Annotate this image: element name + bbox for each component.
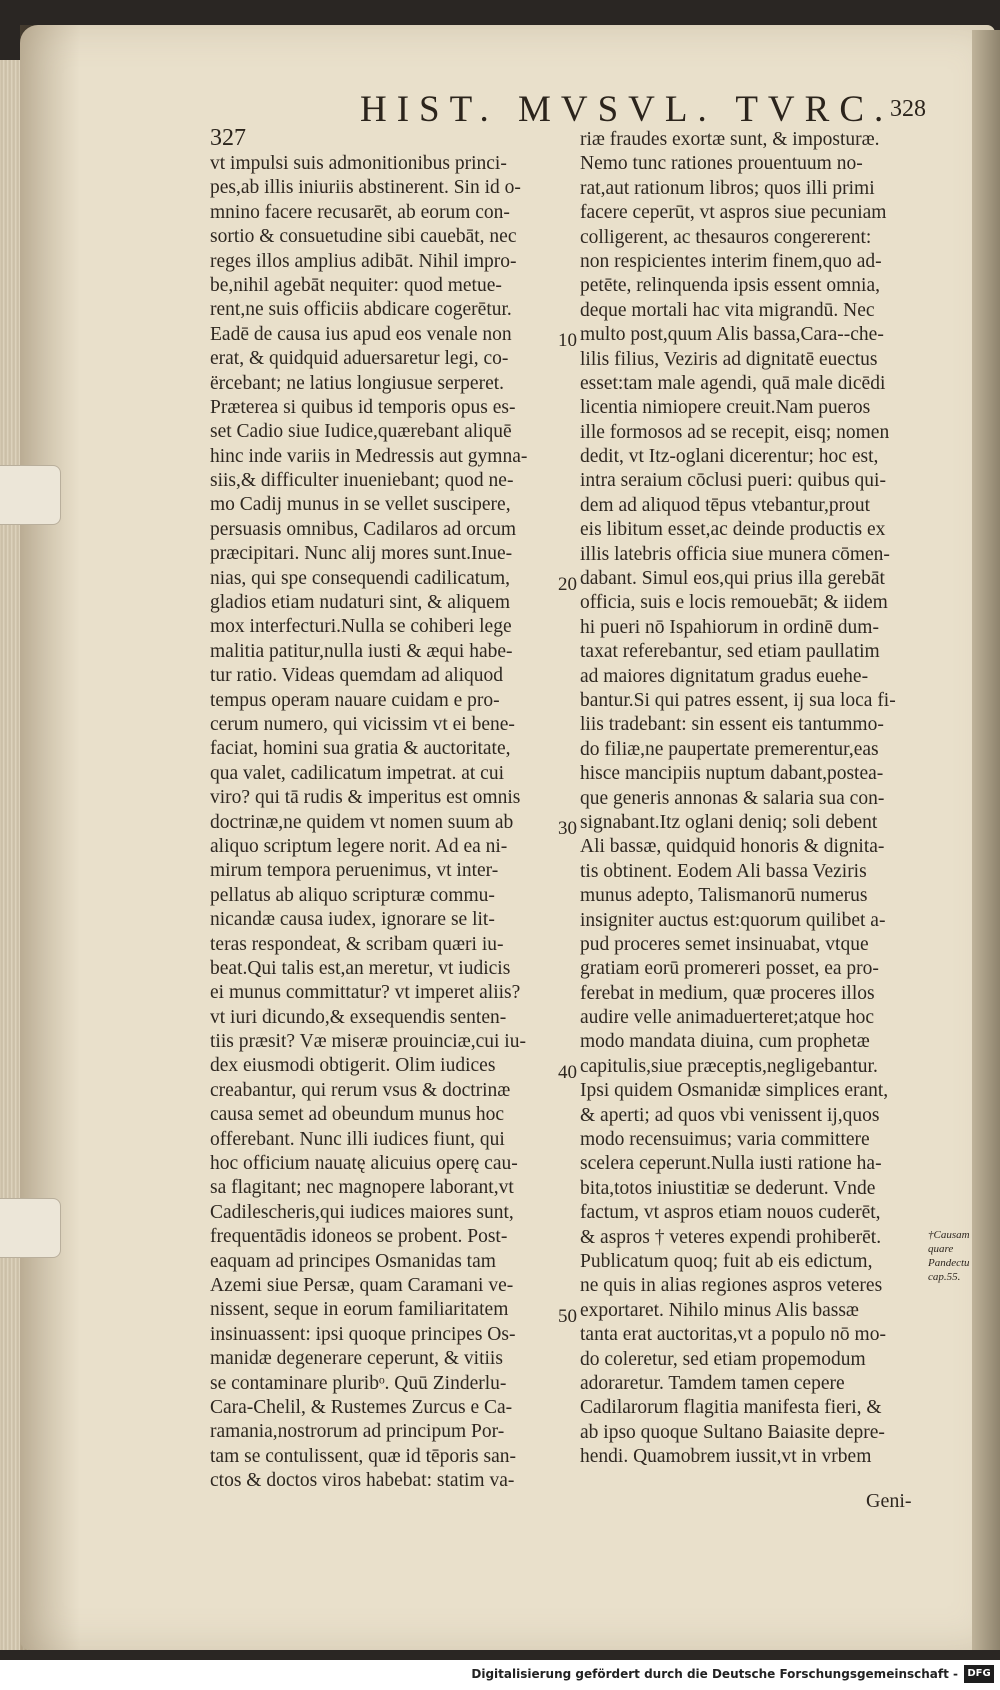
text-line: licentia nimiopere creuit.Nam pueros [580, 397, 871, 419]
text-line: hendi. Quamobrem iussit,vt in vrbem [580, 1446, 872, 1468]
text-line: ferebat in medium, quæ proceres illos [580, 982, 875, 1004]
text-line: nicandæ causa iudex, ignorare se lit- [210, 909, 495, 931]
text-line: ramania,nostrorum ad principum Por- [210, 1421, 505, 1443]
text-line: ctos & doctos viros habebat: statim va- [210, 1470, 515, 1492]
text-line: aliquo scriptum legere norit. Ad ea ni- [210, 835, 508, 857]
text-line: riæ fraudes exortæ sunt, & imposturæ. [580, 129, 880, 150]
text-line: hisce mancipiis nuptum dabant,postea- [580, 763, 884, 785]
footer-credit: Digitalisierung gefördert durch die Deutsche Forschungsgemeinschaft - [471, 1667, 958, 1681]
text-line: pud proceres semet insinuabat, vtque [580, 933, 869, 955]
text-line: sortio & consuetudine sibi cauebāt, nec [210, 226, 517, 248]
text-line: & aspros † veteres expendi prohiberēt. [580, 1226, 882, 1248]
text-line: hi pueri nō Ispahiorum in ordinē dum- [580, 616, 879, 638]
text-line: officia, suis e locis remouebāt; & iidem [580, 592, 888, 614]
text-line: ei munus committatur? vt imperet aliis? [210, 982, 521, 1004]
running-title: HIST. MVSVL. TVRC. [360, 89, 894, 130]
text-line: colligerent, ac thesauros congererent: [580, 226, 872, 248]
text-line: vt iuri dicundo,& exsequendis senten- [210, 1006, 507, 1028]
text-line: Azemi siue Persæ, quam Caramani ve- [210, 1274, 514, 1296]
text-line: mo Cadij munus in se vellet suscipere, [210, 494, 511, 516]
text-line: do coleretur, sed etiam propemodum [580, 1348, 866, 1370]
text-line: Cara-Chelil, & Rustemes Zurcus e Ca- [210, 1396, 513, 1418]
text-line: rat,aut rationum libros; quos illi primi [580, 177, 875, 199]
text-line: be,nihil agebāt nequiter: quod metue- [210, 274, 502, 296]
text-line: creabantur, qui rerum vsus & doctrinæ [210, 1079, 511, 1101]
text-line: lilis filius, Veziris ad dignitatē euectus [580, 348, 878, 370]
text-line: se contaminare pluribᵒ. Quū Zinderlu- [210, 1372, 507, 1394]
text-line: Cadilarorum flagitia manifesta fieri, & [580, 1397, 882, 1419]
text-line: beat.Qui talis est,an meretur, vt iudicis [210, 957, 511, 979]
marginal-note: †Causam quare Pandectu cap.55. [928, 1229, 970, 1283]
text-line: taxat referebantur, sed etiam paullatim [580, 641, 880, 663]
text-line: ille formosos ad se recepit, eisq; nomen [580, 421, 890, 443]
text-line: modo mandata diuina, cum prophetæ [580, 1031, 870, 1053]
text-line: bantur.Si qui patres essent, ij sua loca fi- [580, 689, 896, 711]
text-line: facere ceperūt, vt aspros siue pecuniam [580, 202, 887, 224]
text-line: doctrinæ,ne quidem vt nomen suum ab [210, 811, 514, 833]
text-line: dex eiusmodi obtigerit. Olim iudices [210, 1055, 496, 1077]
text-line: tam se contulissent, quæ id tēporis san- [210, 1445, 517, 1467]
text-line: Præterea si quibus id temporis opus es- [210, 396, 516, 418]
text-line: nias, qui spe consequendi cadilicatum, [210, 567, 511, 589]
text-line: ne quis in alias regiones aspros veteres [580, 1275, 883, 1297]
text-line: erat, & quidquid aduersaretur legi, co- [210, 348, 509, 370]
text-line: qua valet, cadilicatum impetrat. at cui [210, 762, 505, 784]
line-number: 10 [558, 330, 577, 351]
text-line: tanta erat auctoritas,vt a populo nō mo- [580, 1324, 886, 1346]
text-line: tempus operam nauare cuidam e pro- [210, 689, 500, 711]
text-line: insigniter auctus est:quorum quilibet a- [580, 909, 886, 931]
text-line: pellatus ab aliquo scripturæ commu- [210, 884, 495, 906]
text-line: illis latebris officia siue munera cōmen- [580, 543, 890, 565]
text-line: dedit, vt Itz-oglani dicerentur; hoc est, [580, 446, 879, 468]
text-line: audire velle animaduerteret;atque hoc [580, 1007, 874, 1029]
text-line: Nemo tunc rationes prouentuum no- [580, 153, 863, 175]
text-line: dem ad aliquod tēpus vtebantur,prout [580, 494, 871, 516]
text-line: deque mortali hac vita migrandū. Nec [580, 299, 875, 321]
text-line: munus adepto, Talismanorū numerus [580, 885, 868, 907]
text-line: mnino facere recusarēt, ab eorum con- [210, 201, 510, 223]
text-line: set Cadio siue Iudice,quærebant aliquē [210, 421, 512, 443]
text-line: do filiæ,ne paupertate premerentur,eas [580, 738, 879, 760]
text-line: ad maiores dignitatum gradus euehe- [580, 665, 869, 687]
line-number: 40 [558, 1062, 577, 1083]
text-line: reges illos amplius adibāt. Nihil impro- [210, 250, 517, 272]
text-line: causa semet ad obeundum munus hoc [210, 1104, 505, 1126]
right-text-column [580, 128, 896, 1469]
text-line: eis libitum esset,ac deinde productis ex [580, 519, 886, 541]
text-line: sa flagitant; nec magnopere laborant,vt [210, 1177, 514, 1199]
text-line: eaquam ad principes Osmanidas tam [210, 1250, 496, 1272]
text-line: gratiam eorū promereri posset, ea pro- [580, 958, 879, 980]
text-line: Ipsi quidem Osmanidæ simplices erant, [580, 1080, 889, 1102]
text-line: scelera ceperunt.Nulla iusti ratione ha- [580, 1153, 882, 1175]
text-line: manidæ degenerare ceperunt, & vitiis [210, 1348, 503, 1370]
text-line: tiis præsit? Væ miseræ prouinciæ,cui iu- [210, 1031, 526, 1053]
text-line: dabant. Simul eos,qui prius illa gerebāt [580, 568, 885, 590]
dfg-logo: DFG [964, 1665, 994, 1683]
text-line: præcipitari. Nunc alij mores sunt.Inue- [210, 543, 513, 565]
text-line: multo post,quum Alis bassa,Cara--che- [580, 324, 884, 346]
text-line: signabant.Itz oglani deniq; soli debent [580, 811, 878, 833]
page-tab-marker [0, 465, 61, 525]
text-line: cerum numero, qui vicissim vt ei bene- [210, 713, 515, 735]
text-line: Publicatum quoq; fuit ab eis edictum, [580, 1250, 873, 1272]
text-line: intra seraium cōclusi pueri: quibus qui- [580, 470, 886, 492]
text-line: exportaret. Nihilo minus Alis bassæ [580, 1299, 859, 1321]
text-line: gladios etiam nudaturi sint, & aliquem [210, 592, 511, 614]
text-line: pes,ab illis iniuriis abstinerent. Sin id o- [210, 177, 521, 199]
text-line: petēte, relinquenda ipsis essent omnia, [580, 275, 881, 297]
text-line: tis obtinent. Eodem Ali bassa Veziris [580, 860, 867, 882]
text-line: faciat, homini sua gratia & auctoritate, [210, 738, 511, 760]
text-line: vt impulsi suis admonitionibus princi- [210, 153, 507, 174]
text-line: hoc officium nauatę alicuius operę cau- [210, 1153, 518, 1175]
text-line: ërcebant; ne latius longiusue serperet. [210, 372, 505, 394]
catchword: Geni- [866, 1490, 912, 1512]
text-line: Eadē de causa ius apud eos venale non [210, 323, 512, 345]
text-line: Ali bassæ, quidquid honoris & dignita- [580, 836, 885, 858]
book-edge-right [972, 30, 1000, 1650]
text-line: offerebant. Nunc illi iudices fiunt, qui [210, 1128, 505, 1150]
text-line: que generis annonas & salaria sua con- [580, 787, 885, 809]
text-line: liis tradebant: sin essent eis tantummo- [580, 714, 884, 736]
right-page-number: 328 [890, 96, 926, 122]
text-line: mirum tempora peruenimus, vt inter- [210, 860, 499, 882]
text-line: siis,& difficulter inueniebant; quod ne- [210, 470, 514, 492]
spine-shadow [20, 25, 80, 1650]
text-line: modo recensuimus; varia committere [580, 1129, 870, 1151]
text-line: esset:tam male agendi, quā male dicēdi [580, 372, 886, 394]
line-number: 30 [558, 818, 577, 839]
text-line: factum, vt aspros etiam nouos cuderēt, [580, 1202, 881, 1224]
text-line: insinuassent: ipsi quoque principes Os- [210, 1323, 516, 1345]
text-line: tur ratio. Videas quemdam ad aliquod [210, 665, 504, 687]
text-line: nissent, seque in eorum familiaritatem [210, 1299, 509, 1321]
text-line: mox interfecturi.Nulla se cohiberi lege [210, 616, 512, 638]
text-line: Cadilescheris,qui iudices maiores sunt, [210, 1201, 514, 1223]
text-line: teras respondeat, & scribam quæri iu- [210, 933, 504, 955]
line-number: 20 [558, 574, 577, 595]
line-number: 50 [558, 1306, 577, 1327]
text-line: hinc inde variis in Medressis aut gymna- [210, 445, 528, 467]
text-line: frequentādis idoneos se probent. Post- [210, 1226, 508, 1248]
text-line: adoraretur. Tamdem tamen cepere [580, 1372, 845, 1394]
text-line: malitia patitur,nulla iusti & æqui habe- [210, 640, 513, 662]
page-tab-marker [0, 1198, 61, 1258]
text-line: ab ipso quoque Sultano Baiasite depre- [580, 1421, 885, 1443]
text-line: capitulis,siue præceptis,negligebantur. [580, 1055, 878, 1077]
text-line: persuasis omnibus, Cadilaros ad orcum [210, 518, 516, 540]
text-line: rent,ne suis officiis abdicare cogerētur. [210, 299, 512, 321]
left-page-number: 327 [210, 125, 246, 151]
text-line: & aperti; ad quos vbi venissent ij,quos [580, 1104, 880, 1126]
text-line: bita,totos iniustitiæ se dederunt. Vnde [580, 1177, 876, 1199]
text-line: viro? qui tā rudis & imperitus est omnis [210, 787, 521, 809]
text-line: non respicientes interim finem,quo ad- [580, 250, 882, 272]
left-text-column [210, 152, 527, 1493]
